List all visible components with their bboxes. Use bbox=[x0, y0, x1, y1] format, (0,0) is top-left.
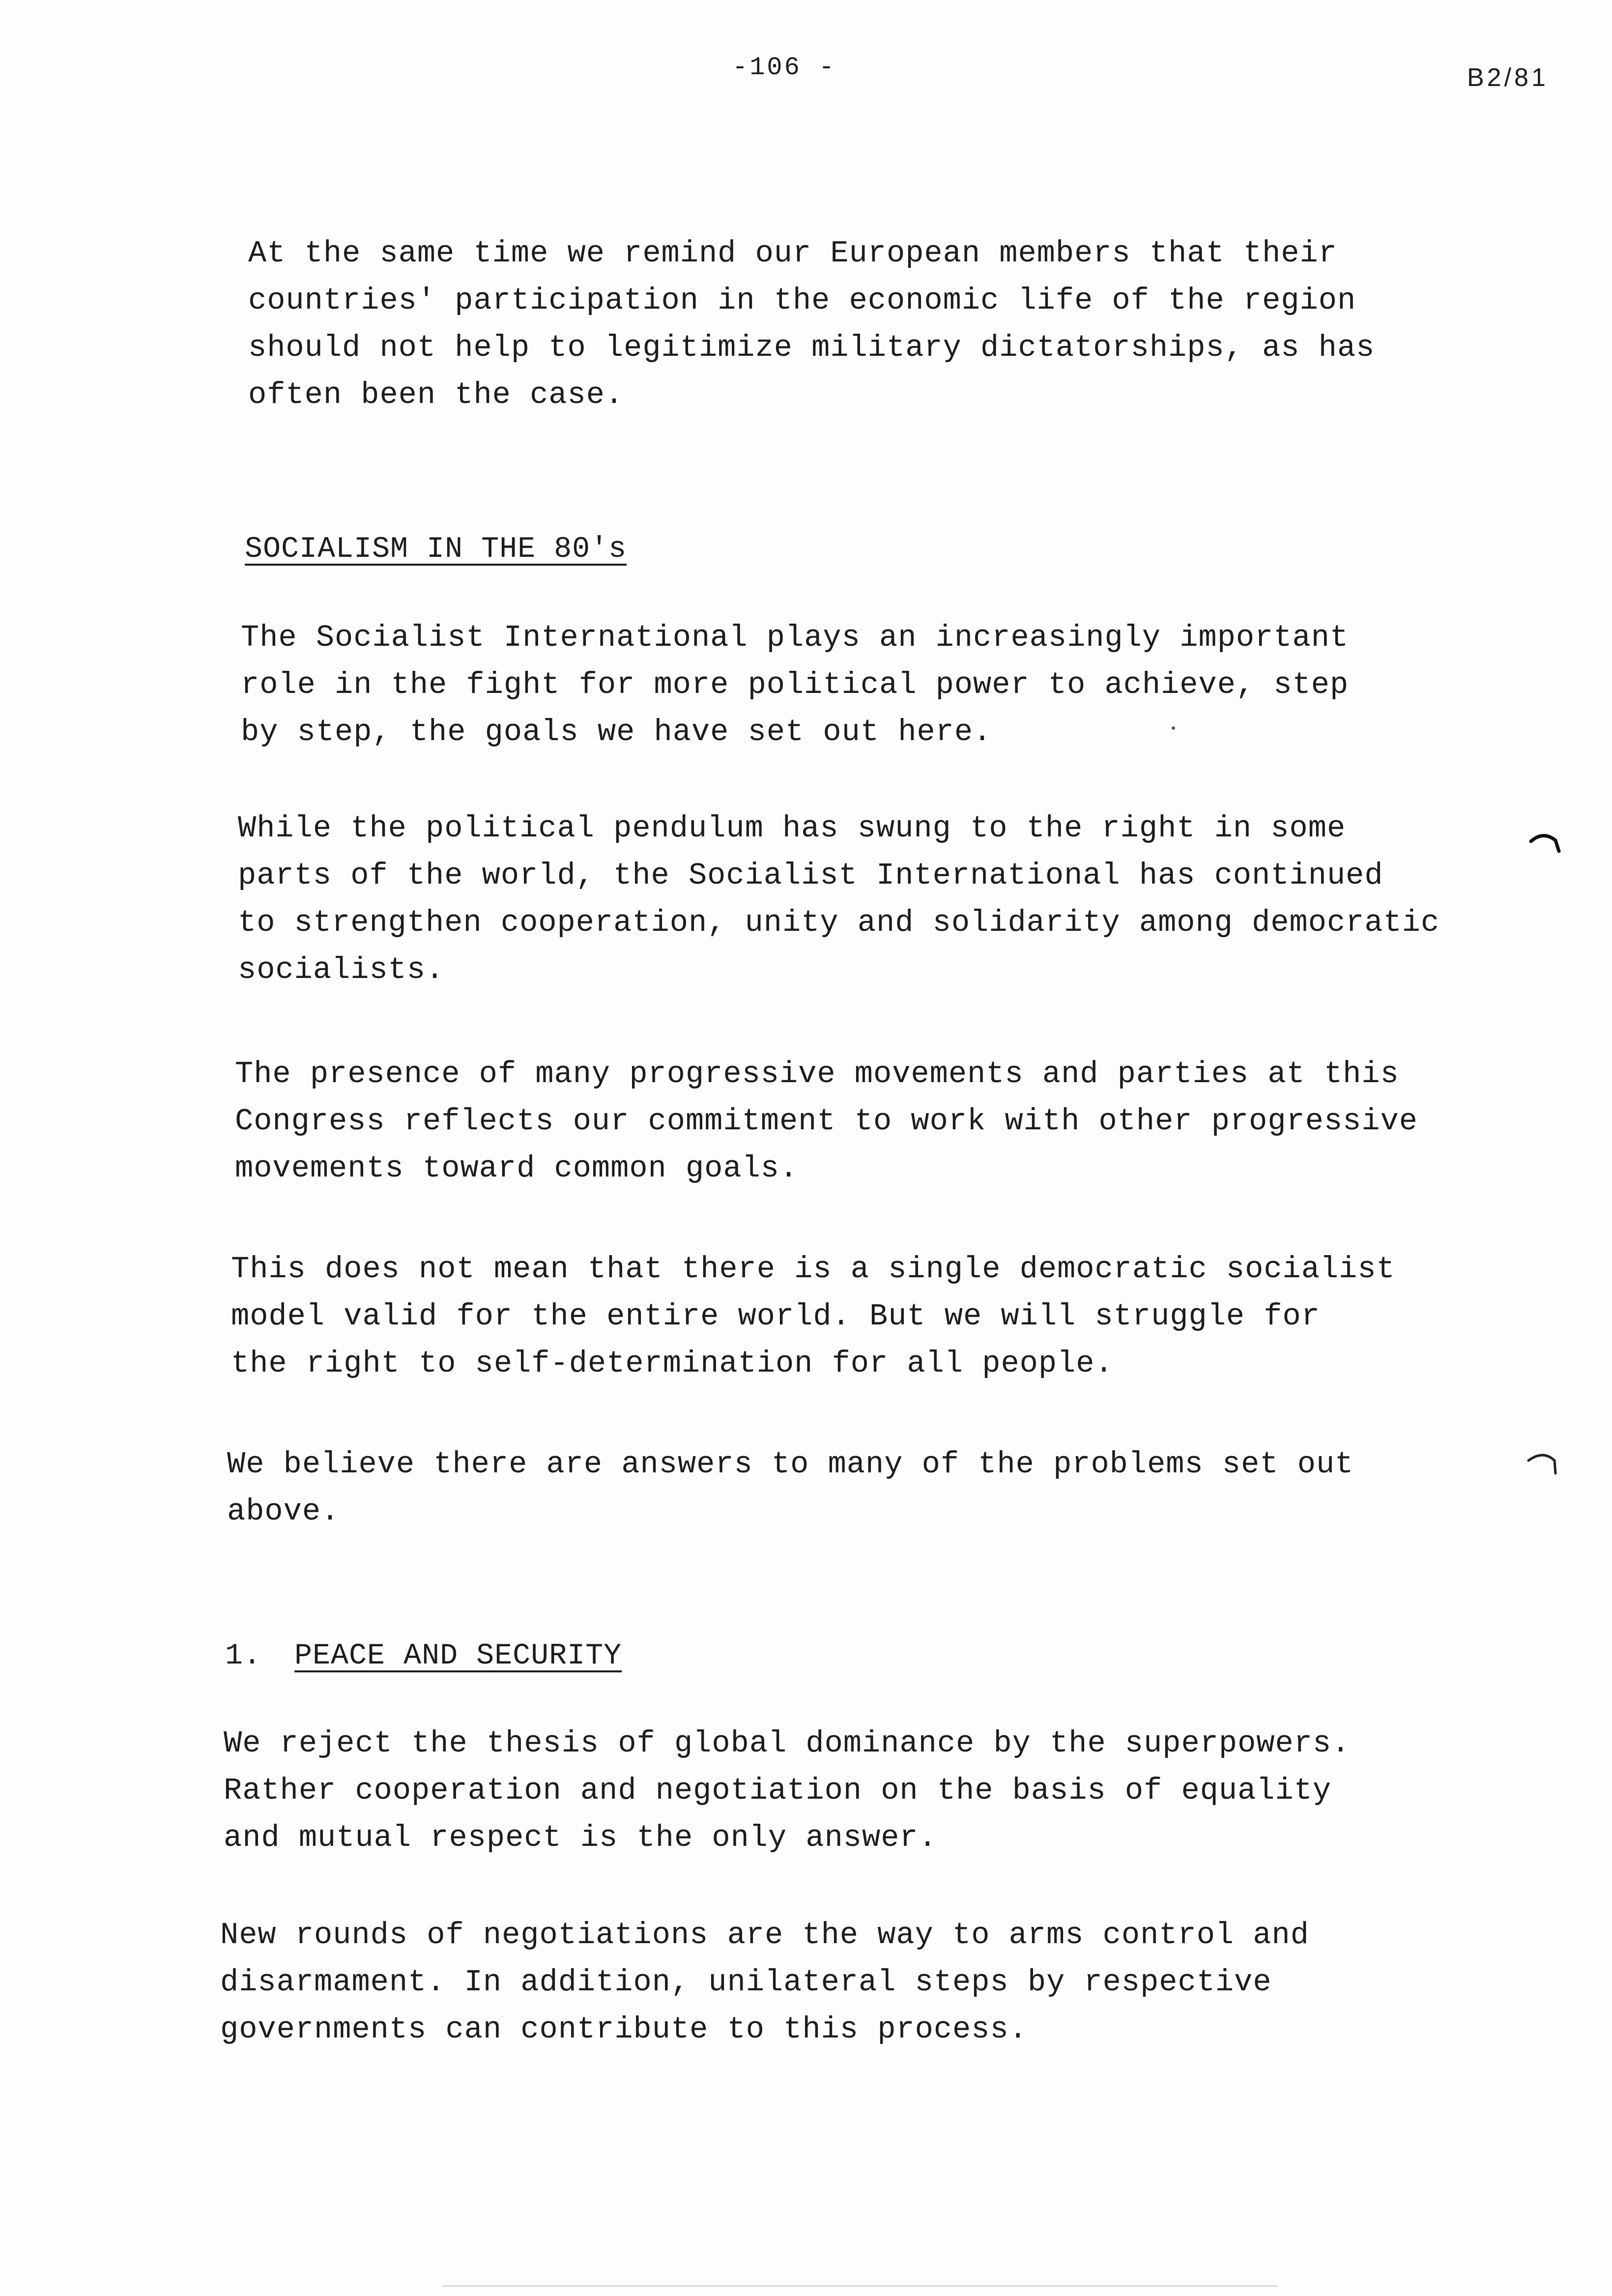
scan-edge-line bbox=[442, 2285, 1278, 2287]
paragraph-european-members: At the same time we remind our European members that their countries' participation in the economic life of the region should not help to legitimize military dictatorships, as has often been the case. bbox=[248, 236, 1375, 412]
section-heading-peace-text: PEACE AND SECURITY bbox=[294, 1639, 622, 1673]
section-heading-socialism bbox=[245, 530, 627, 569]
section-heading-peace bbox=[225, 1636, 622, 1676]
margin-bracket-mark-upper bbox=[1528, 826, 1563, 860]
paragraph-global-dominance: We reject the thesis of global dominance by the superpowers. Rather cooperation and negotiation on the basis of equality and mutual respect is the only answer. bbox=[224, 1726, 1351, 1855]
section-heading-socialism-text: SOCIALISM IN THE 80's bbox=[245, 533, 627, 566]
section-number: 1. bbox=[225, 1639, 262, 1673]
paragraph-answers: We believe there are answers to many of the problems set out above. bbox=[227, 1447, 1354, 1529]
paragraph-negotiations: New rounds of negotiations are the way to arms control and disarmament. In addition, unilateral steps by respective governments can contribute to this process. bbox=[220, 1918, 1309, 2047]
margin-bracket-mark-lower bbox=[1526, 1450, 1560, 1484]
paragraph-single-model: This does not mean that there is a single democratic socialist model valid for the entire world. But we will struggle for the right to self-determination for all people. bbox=[231, 1252, 1395, 1381]
paragraph-socialist-international-role: The Socialist International plays an increasingly important role in the fight for more political power to achieve, step by step, the goals we have set out here. bbox=[241, 620, 1349, 749]
paragraph-progressive-movements: The presence of many progressive movements and parties at this Congress reflects our commitment to work with other progressive movements toward common goals. bbox=[235, 1057, 1418, 1186]
paragraph-political-pendulum: While the political pendulum has swung to the right in some parts of the world, the Socialist International has continued to strengthen cooperation, unity and solidarity among democratic socialists. bbox=[238, 811, 1440, 987]
page-number: -106 - bbox=[732, 53, 836, 82]
paper-speck bbox=[1172, 726, 1175, 730]
document-reference: B2/81 bbox=[1467, 63, 1549, 92]
